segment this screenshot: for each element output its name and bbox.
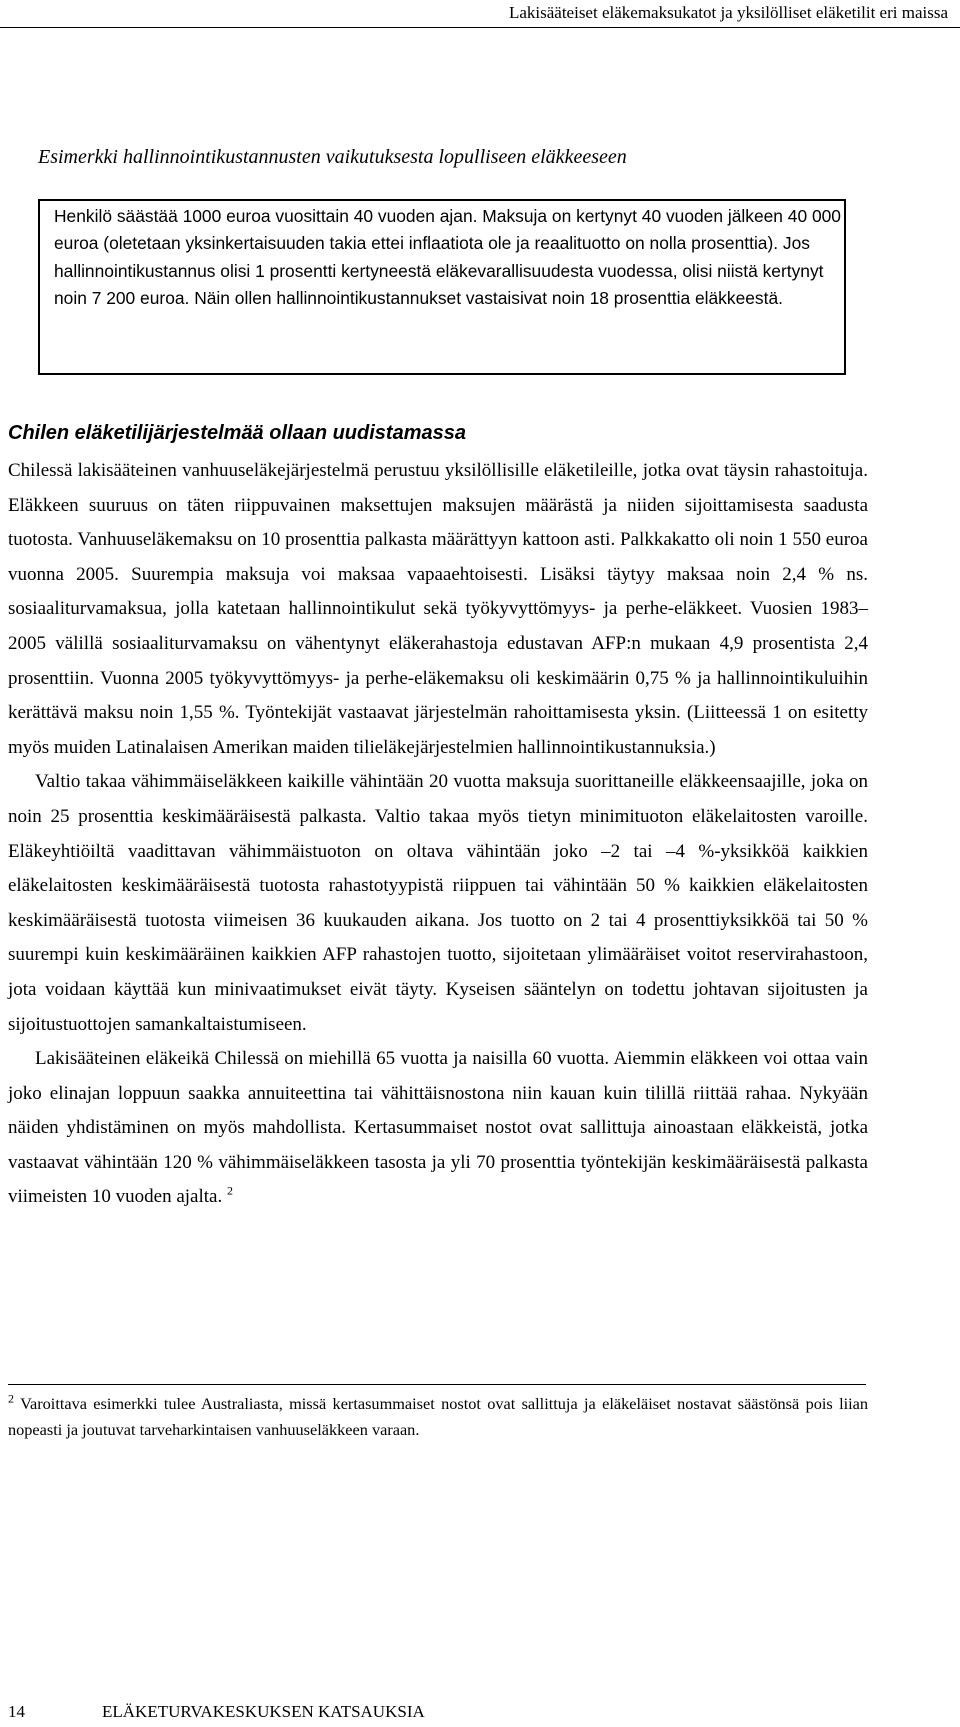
publication-name: ELÄKETURVAKESKUKSEN KATSAUKSIA <box>102 1702 425 1721</box>
section-title: Chilen eläketilijärjestelmää ollaan uudistamassa <box>8 422 466 444</box>
paragraph-3-text: Lakisääteinen eläkeikä Chilessä on miehillä 65 vuotta ja naisilla 60 vuotta. Aiemmin eläkkeen voi ottaa vain joko elinajan loppuun saakka annuiteettina tai vähittäisnostona niin kauan kuin tilillä riittää rahaa. Nykyään näiden yhdistäminen on myös mahdollista. Kertasummaiset nostot ovat sallittuja ainoastaan eläkkeistä, jotka vastaavat vähintään 120 % vähimmäiseläkkeen tasosta ja yli 70 prosenttia työntekijän keskimääräisestä palkasta viimeisten 10 vuoden ajalta. <box>8 1048 868 1208</box>
running-header-title: Lakisääteiset eläkemaksukatot ja yksilölliset eläketilit eri maissa <box>508 3 948 22</box>
running-header <box>0 0 960 28</box>
paragraph-3 <box>8 1042 868 1215</box>
paragraph-1: Chilessä lakisääteinen vanhuuseläkejärjestelmä perustuu yksilöllisille eläketileille, jotka ovat täysin rahastoituja. Eläkkeen suuruus on täten riippuvainen maksettujen maksujen määrästä ja niiden sijoittamisesta saadusta tuotosta. Vanhuuseläkemaksu on 10 prosenttia palkasta määrättyyn kattoon asti. Palkkakatto oli noin 1 550 euroa vuonna 2005. Suurempia maksuja voi maksaa vapaaehtoisesti. Lisäksi täytyy maksaa noin 2,4 % ns. sosiaaliturvamaksua, jolla katetaan hallinnointikulut sekä työkyvyttömyys- ja perhe-eläkkeet. Vuosien 1983–2005 välillä sosiaaliturvamaksu on vähentynyt eläkerahastoja edustavan AFP:n mukaan 4,9 prosentista 2,4 prosenttiin. Vuonna 2005 työkyvyttömyys- ja perhe-eläkemaksu oli keskimäärin 0,75 % ja hallinnointikuluihin kerättävä maksu noin 1,55 %. Työntekijät vastaavat järjestelmän rahoittamisesta yksin. (Liitteessä 1 on esitetty myös muiden Latinalaisen Amerikan maiden tilieläkejärjestelmien hallinnointikustannuksia.) <box>8 460 868 758</box>
paragraph-2: Valtio takaa vähimmäiseläkkeen kaikille vähintään 20 vuotta maksuja suorittaneille eläkkeensaajille, joka on noin 25 prosenttia keskimääräisestä palkasta. Valtio takaa myös tietyn minimituoton eläkelaitosten varoille. Eläkeyhtiöiltä vaadittavan vähimmäistuoton on oltava vähintään joko –2 tai –4 %-yksikköä kaikkien eläkelaitosten keskimääräisestä tuotosta rahastotyypistä riippuen tai vähintään 50 % kaikkien eläkelaitosten keskimääräisestä tuotosta viimeisen 36 kuukauden aikana. Jos tuotto on 2 tai 4 prosenttiyksikköä tai 50 % suurempi kuin keskimääräinen kaikkien AFP rahastojen tuotto, sijoitetaan ylimääräiset voitot reservirahastoon, jota voidaan käyttää kun minivaatimukset eivät täyty. Kyseisen sääntelyn on todettu johtavan sijoitusten ja sijoitustuottojen samankaltaistumiseen. <box>8 771 868 1035</box>
footnote-reference: 2 <box>226 1184 233 1199</box>
footnote-divider <box>8 1384 866 1385</box>
example-text: Henkilö säästää 1000 euroa vuosittain 40 vuoden ajan. Maksuja on kertynyt 40 vuoden jälkeen 40 000 euroa (oletetaan yksinkertaisuuden takia ettei inflaatiota ole ja reaalituotto on nolla prosenttia). Jos hallinnointikustannus olisi 1 prosentti kertyneestä eläkevarallisuudesta vuodessa, olisi niistä kertynyt noin 7 200 euroa. Näin ollen hallinnointikustannukset vastaisivat noin 18 prosenttia eläkkeestä. <box>54 206 841 309</box>
footnote-marker: 2 <box>8 1391 14 1406</box>
footnote <box>8 1391 868 1443</box>
example-box <box>38 199 846 375</box>
footnote-text: Varoittava esimerkki tulee Australiasta, missä kertasummaiset nostot ovat sallittuja ja eläkeläiset nostavat säästönsä pois liian nopeasti ja joutuvat tarveharkintaisen vanhuuseläkkeen varaan. <box>8 1394 869 1439</box>
page-number: 14 <box>8 1702 25 1721</box>
example-heading: Esimerkki hallinnointikustannusten vaikutuksesta lopulliseen eläkkeeseen <box>38 146 627 168</box>
body-text <box>8 454 868 1215</box>
page-footer <box>8 1702 908 1722</box>
